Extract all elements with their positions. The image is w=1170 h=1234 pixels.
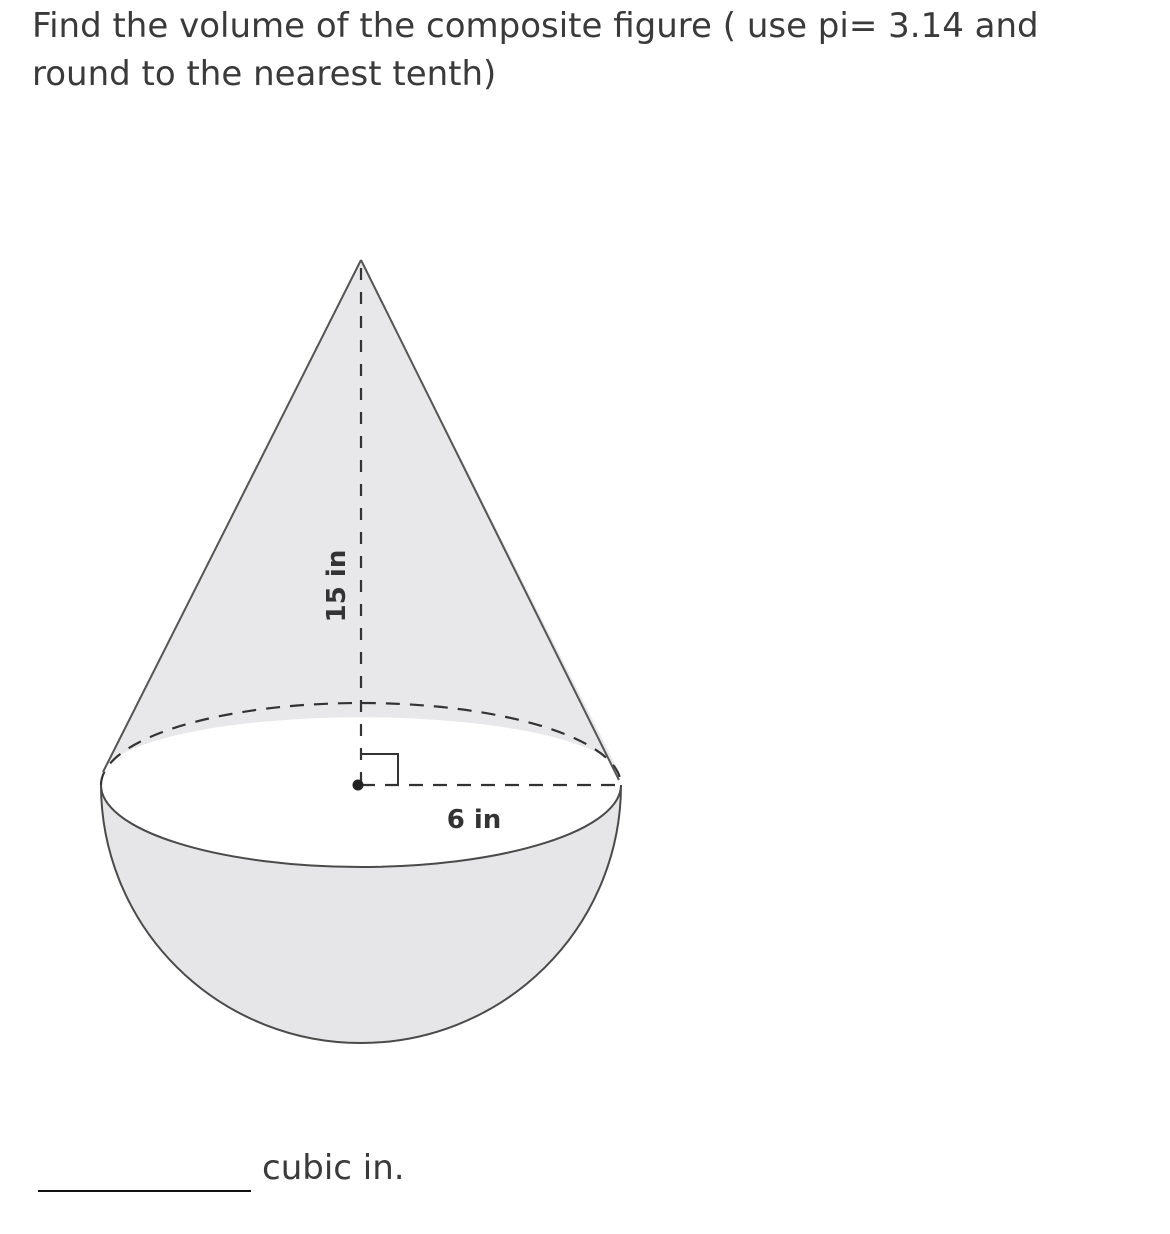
- height-label: 15 in: [322, 549, 352, 623]
- answer-unit-label: cubic in.: [262, 1148, 405, 1188]
- center-point: [353, 780, 364, 791]
- radius-label: 6 in: [446, 805, 502, 835]
- answer-input[interactable]: [38, 1146, 251, 1192]
- question-text: Find the volume of the composite figure ( use pi= 3.14 and round to the nearest tenth): [32, 6, 1039, 94]
- right-angle-marker: [361, 754, 398, 785]
- hemisphere-body: [101, 785, 621, 1043]
